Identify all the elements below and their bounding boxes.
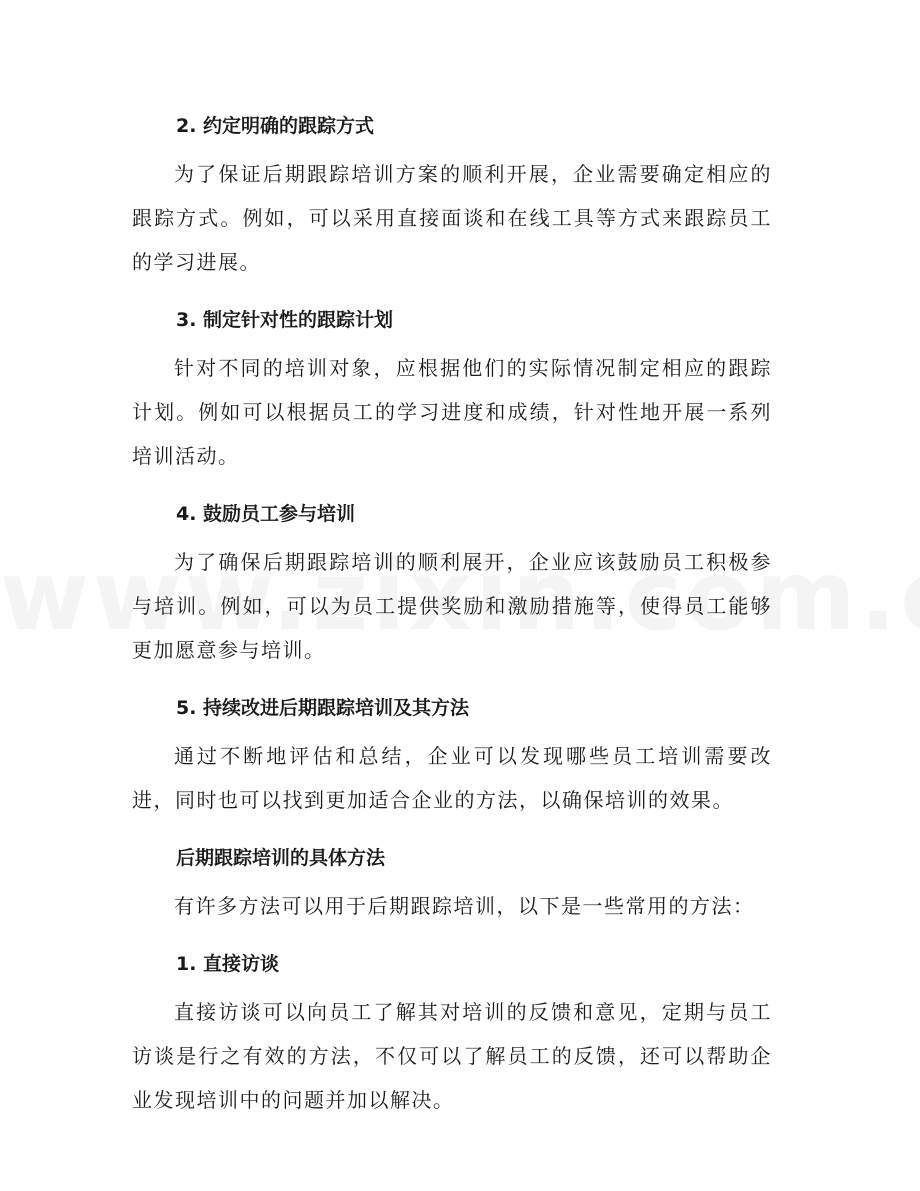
section-heading-tracking-plan: 3. 制定针对性的跟踪计划: [176, 309, 394, 331]
paragraph-tracking-plan: 针对不同的培训对象，应根据他们的实际情况制定相应的跟踪计划。例如可以根据员工的学习进度和成绩，针对性地开展一系列培训活动。: [132, 356, 772, 468]
paragraph-direct-interview: 直接访谈可以向员工了解其对培训的反馈和意见，定期与员工访谈是行之有效的方法，不仅可以了解员工的反馈，还可以帮助企业发现培训中的问题并加以解决。: [132, 1000, 772, 1112]
paragraph-continuous-improvement: 通过不断地评估和总结，企业可以发现哪些员工培训需要改进，同时也可以找到更加适合企业的方法，以确保培训的效果。: [132, 744, 772, 812]
section-heading-continuous-improvement: 5. 持续改进后期跟踪培训及其方法: [176, 697, 470, 719]
document-body: [132, 108, 772, 1122]
paragraph-tracking-method: 为了保证后期跟踪培训方案的顺利开展，企业需要确定相应的跟踪方式。例如，可以采用直接面谈和在线工具等方式来跟踪员工的学习进展。: [132, 162, 772, 274]
section-heading-specific-methods: 后期跟踪培训的具体方法: [176, 847, 386, 869]
section-heading-tracking-method: 2. 约定明确的跟踪方式: [176, 115, 375, 137]
section-heading-encourage-participation: 4. 鼓励员工参与培训: [176, 503, 356, 525]
section-heading-direct-interview: 1. 直接访谈: [176, 953, 280, 975]
paragraph-encourage-participation: 为了确保后期跟踪培训的顺利展开，企业应该鼓励员工积极参与培训。例如，可以为员工提供奖励和激励措施等，使得员工能够更加愿意参与培训。: [132, 550, 772, 662]
paragraph-specific-methods: 有许多方法可以用于后期跟踪培训，以下是一些常用的方法：: [174, 894, 755, 918]
